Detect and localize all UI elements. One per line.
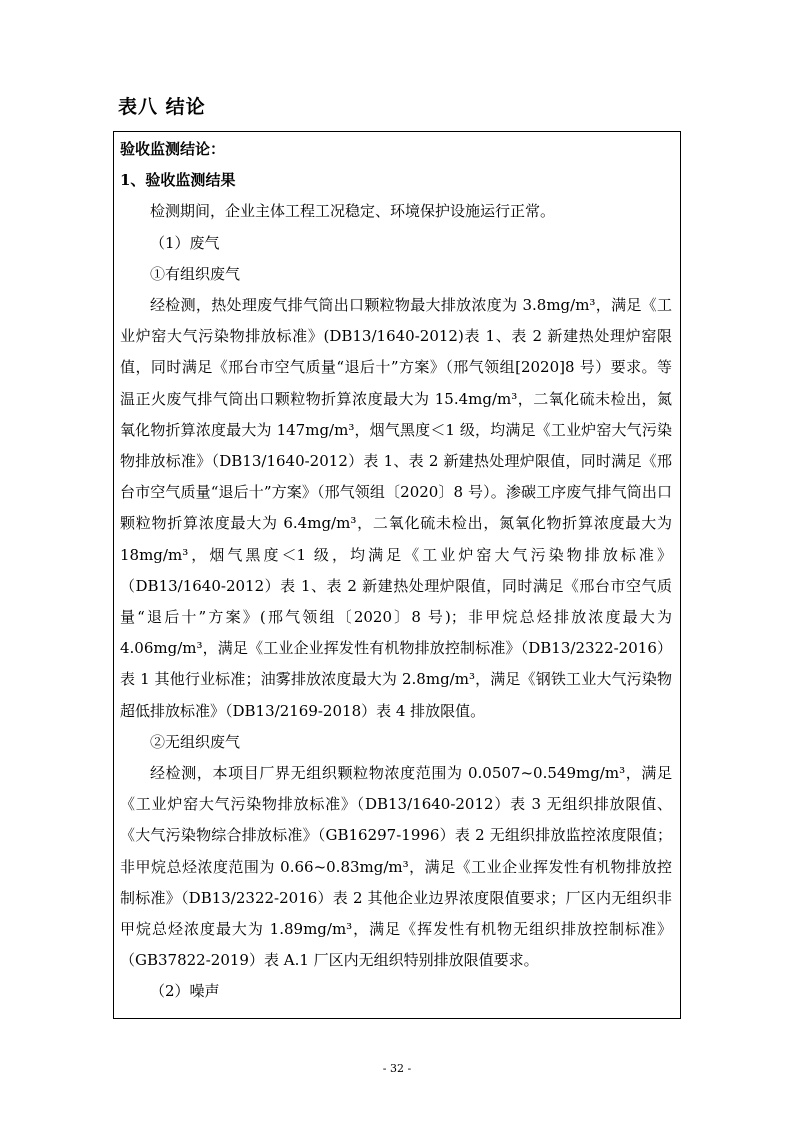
organized-heading: ①有组织废气 (150, 264, 241, 283)
section-title: 表八 结论 (118, 96, 206, 118)
results-heading: 1、验收监测结果 (120, 171, 236, 190)
intro-paragraph: 检测期间，企业主体工程工况稳定、环境保护设施运行正常。 (150, 202, 556, 221)
unorganized-paragraph: 经检测，本项目厂界无组织颗粒物浓度范围为 0.0507~0.549mg/m³，满足《工业炉窑大气污染物排放标准》（DB13/1640-2012）表 3 无组织排放限值、《大气污染物综合排放标准》（GB16297-1996）表 2 无组织排放监控浓度限值；非甲烷总烃浓度范围为 0.66~0.83mg/m³，满足《工业企业挥发性有机物排放控制标准》（DB13/2322-2016）表 2 其他企业边界浓度限值要求；厂区内无组织非甲烷总烃浓度最大为 1.89mg/m³，满足《挥发性有机物无组织排放控制标准》（GB37822-2019）表 A.1 厂区内无组织特别排放限值要求。 (120, 764, 672, 970)
waste-gas-heading: （1）废气 (150, 233, 220, 252)
conclusion-table-cell (113, 131, 681, 1019)
unorganized-heading: ②无组织废气 (150, 732, 241, 751)
conclusion-content (120, 134, 672, 1008)
organized-paragraph: 经检测，热处理废气排气筒出口颗粒物最大排放浓度为 3.8mg/m³，满足《工业炉窑大气污染物排放标准》(DB13/1640-2012)表 1、表 2 新建热处理炉窑限值，同时满足《邢台市空气质量“退后十”方案》（邢气领组[2020]8 号）要求。等温正火废气排气筒出口颗粒物折算浓度最大为 15.4mg/m³，二氧化硫未检出，氮氧化物折算浓度最大为 147mg/m³，烟气黑度＜1 级，均满足《工业炉窑大气污染物排放标准》（DB13/1640-2012）表 1、表 2 新建热处理炉限值，同时满足《邢台市空气质量“退后十”方案》（邢气领组〔2020〕8 号）。渗碳工序废气排气筒出口颗粒物折算浓度最大为 6.4mg/m³，二氧化硫未检出，氮氧化物折算浓度最大为 18mg/m³，烟气黑度＜1 级，均满足《工业炉窑大气污染物排放标准》（DB13/1640-2012）表 1、表 2 新建热处理炉限值，同时满足《邢台市空气质量“退后十”方案》(邢气领组〔2020〕8 号)；非甲烷总烃排放浓度最大为 4.06mg/m³，满足《工业企业挥发性有机物排放控制标准》（DB13/2322-2016）表 1 其他行业标准；油雾排放浓度最大为 2.8mg/m³，满足《钢铁工业大气污染物超低排放标准》（DB13/2169-2018）表 4 排放限值。 (120, 296, 672, 720)
header-label: 验收监测结论： (120, 140, 226, 158)
page-number: - 32 - (382, 1062, 412, 1075)
noise-heading: （2）噪声 (150, 982, 220, 1001)
